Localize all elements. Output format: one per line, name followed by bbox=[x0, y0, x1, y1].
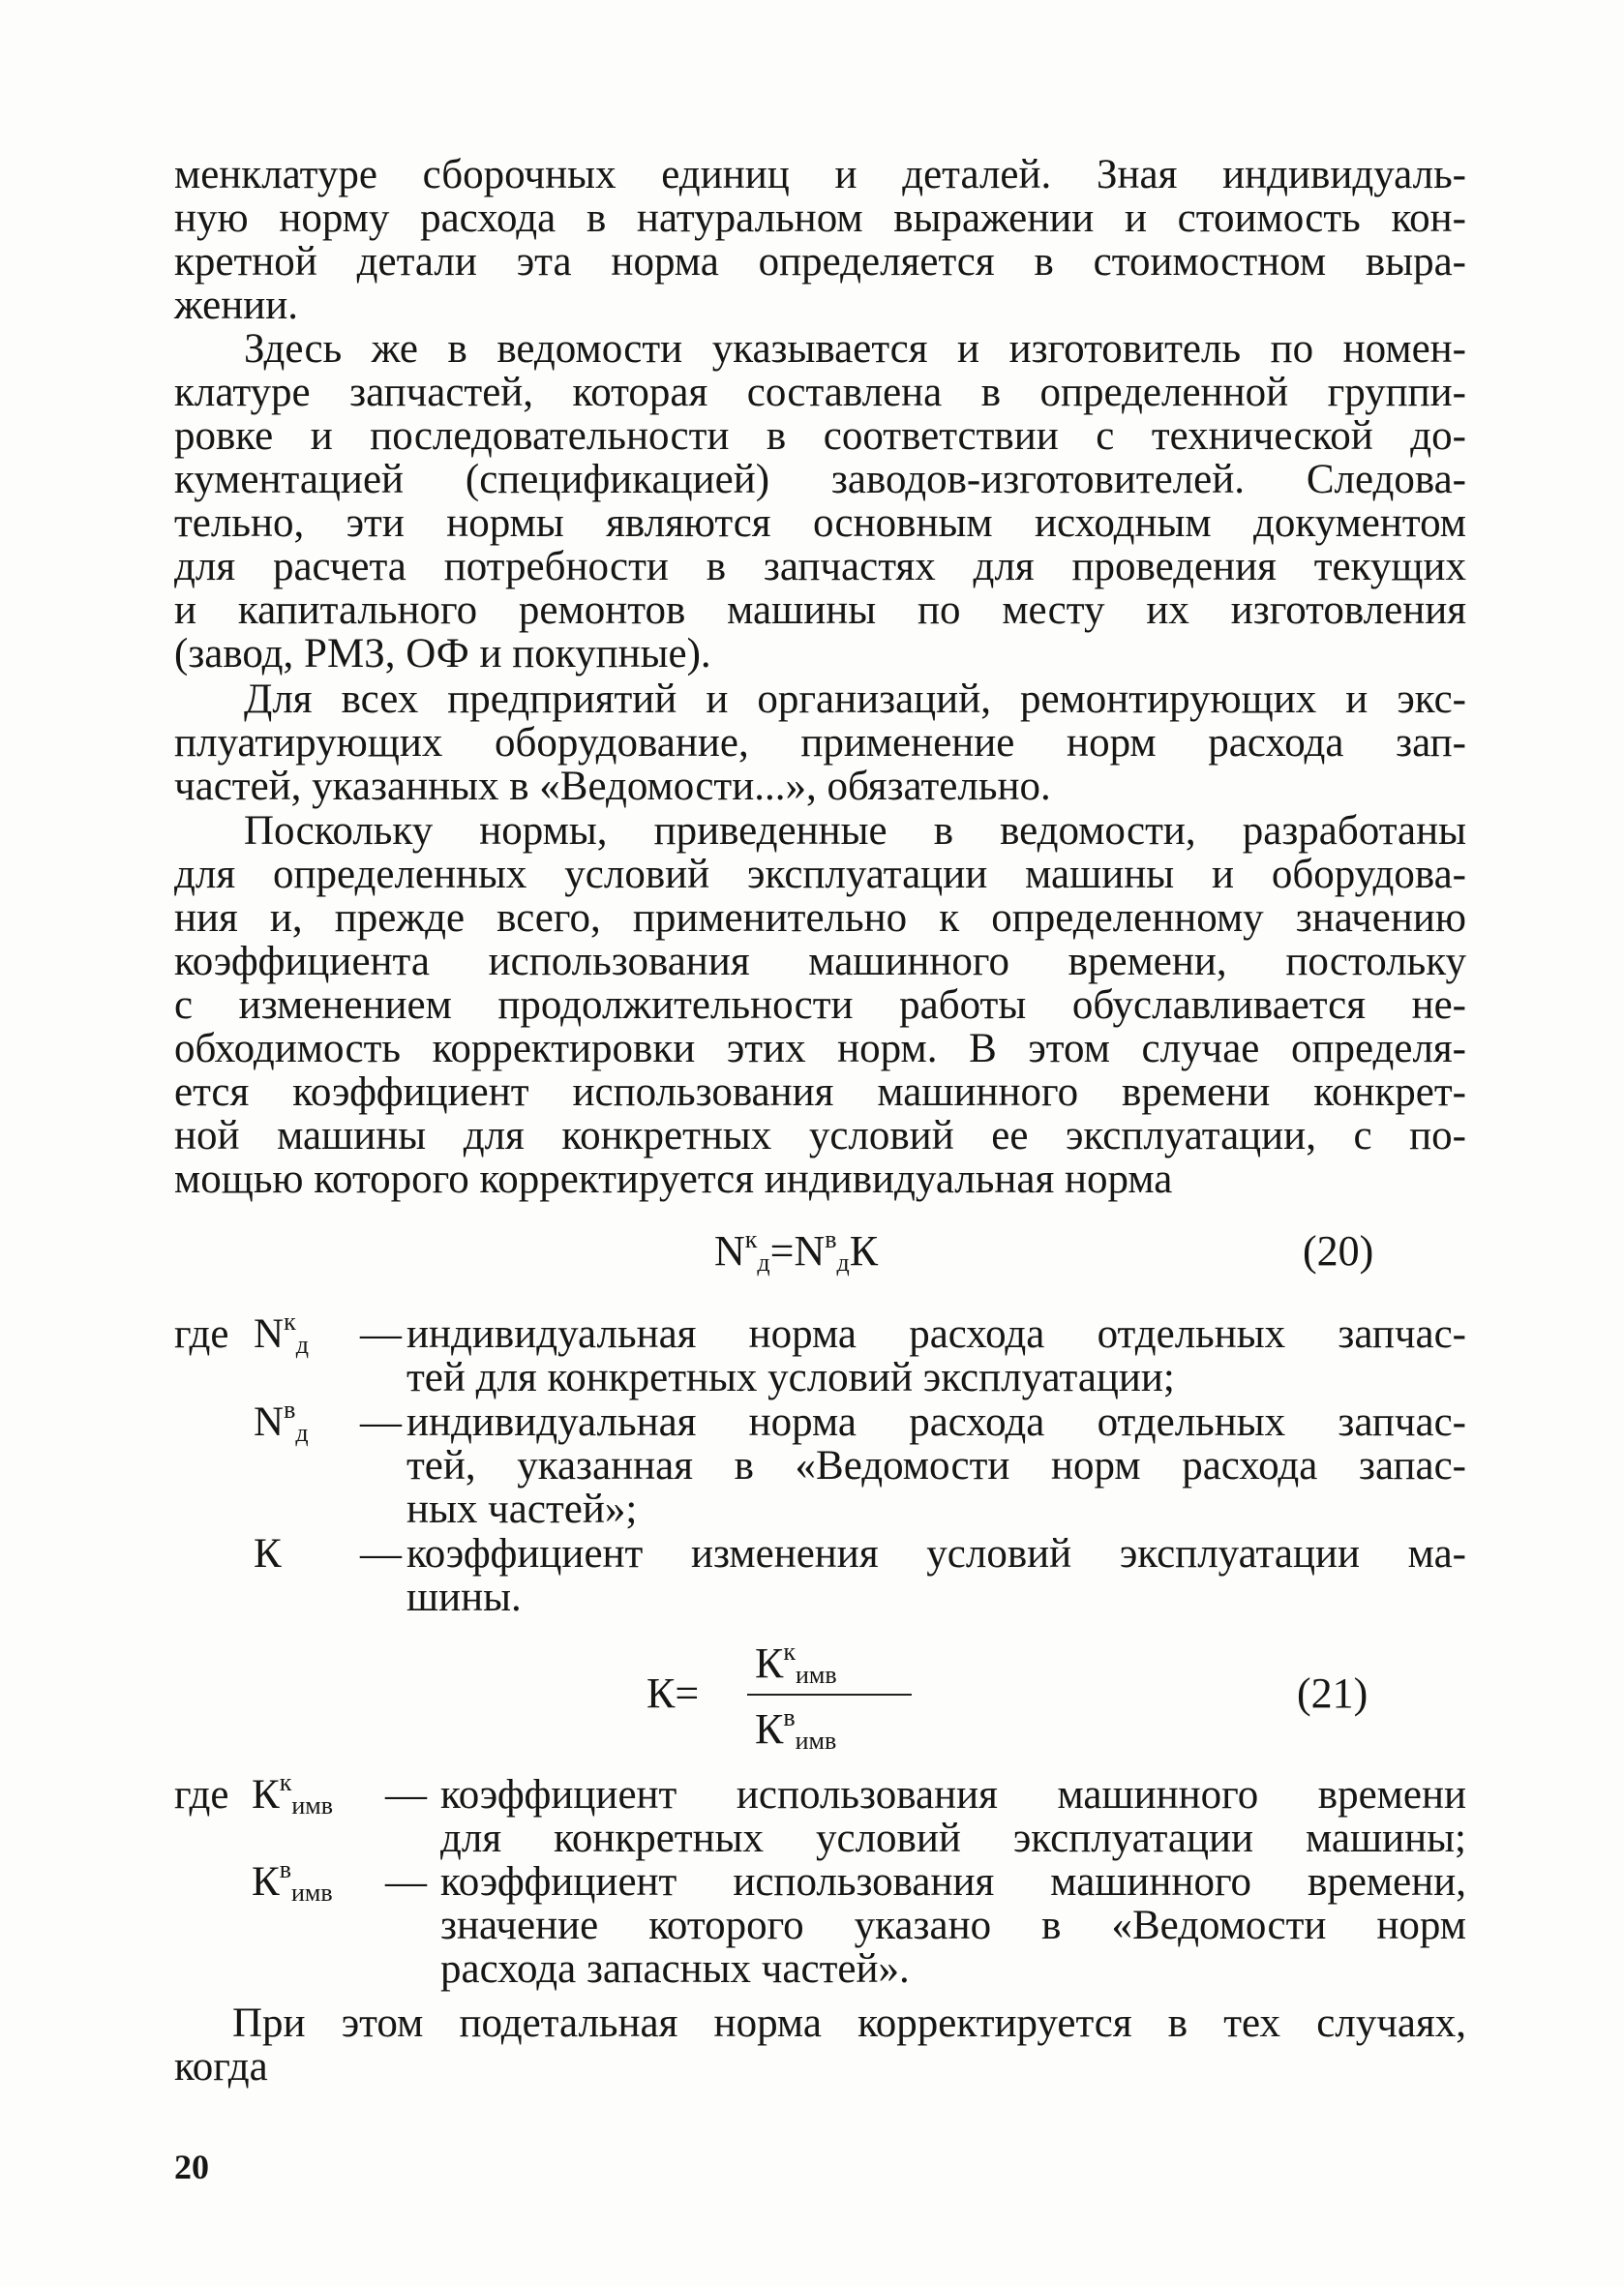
text-line: с изменением продолжительности работы обуславливается не- bbox=[174, 982, 1466, 1028]
definition-where: где bbox=[174, 1311, 229, 1357]
formula-superscript: к bbox=[744, 1225, 758, 1253]
text-line: мощью которого корректируется индивидуальная норма bbox=[174, 1157, 1173, 1202]
definition-where: где bbox=[174, 1772, 229, 1818]
definition-dash: — bbox=[385, 1772, 427, 1818]
text-line: обходимость корректировки этих норм. В этом случае определя- bbox=[174, 1026, 1466, 1071]
definition-dash: — bbox=[385, 1859, 427, 1905]
definition-text: индивидуальная норма расхода отдельных запчас- bbox=[406, 1399, 1466, 1445]
definition-text: коэффициент изменения условий эксплуатации ма- bbox=[406, 1531, 1466, 1577]
formula-symbol: N bbox=[714, 1227, 745, 1275]
definition-symbol: $N^в_д$ bbox=[254, 1396, 309, 1447]
formula-subscript: д bbox=[757, 1248, 770, 1277]
text-line: плуатирующих оборудование, применение норм расхода зап- bbox=[174, 720, 1466, 766]
definition-symbol: $К^в_{имв}$ bbox=[252, 1855, 333, 1907]
text-line: ной машины для конкретных условий ее эксплуатации, с по- bbox=[174, 1113, 1466, 1158]
formula-superscript: в bbox=[825, 1225, 837, 1253]
text-line: для расчета потребности в запчастях для проведения текущих bbox=[174, 544, 1466, 589]
fraction-denominator: $К^в_{имв}$ bbox=[755, 1703, 837, 1755]
definition-dash: — bbox=[360, 1399, 402, 1445]
definition-dash: — bbox=[360, 1531, 402, 1577]
text-line: ется коэффициент использования машинного времени конкрет- bbox=[174, 1069, 1466, 1115]
definition-text: коэффициент использования машинного времени, bbox=[440, 1859, 1466, 1905]
fraction-bar bbox=[747, 1694, 912, 1696]
definition-text: коэффициент использования машинного времени bbox=[440, 1772, 1466, 1818]
text-line: Для всех предприятий и организаций, ремонтирующих и экс- bbox=[244, 677, 1466, 722]
definition-dash: — bbox=[360, 1311, 402, 1357]
formula-20 bbox=[714, 1227, 878, 1276]
text-line: При этом подетальная норма корректируется в тех случаях, bbox=[232, 2000, 1466, 2046]
text-line: Здесь же в ведомости указывается и изготовитель по номен- bbox=[244, 326, 1466, 372]
definition-symbol: $К^к_{имв}$ bbox=[252, 1768, 333, 1820]
fraction-numerator: $К^к_{имв}$ bbox=[755, 1638, 837, 1689]
text-line: ния и, прежде всего, применительно к определенному значению bbox=[174, 895, 1466, 941]
text-line: кументацией (спецификацией) заводов-изготовителей. Следова- bbox=[174, 457, 1466, 502]
text-line: (завод, РМЗ, ОФ и покупные). bbox=[174, 631, 711, 677]
text-line: коэффициента использования машинного времени, постольку bbox=[174, 939, 1466, 984]
definition-text: тей для конкретных условий эксплуатации; bbox=[406, 1355, 1175, 1400]
text-line: Поскольку нормы, приведенные в ведомости, разработаны bbox=[244, 808, 1466, 854]
formula-lhs: К= bbox=[647, 1669, 700, 1717]
equation-number-21: (21) bbox=[1297, 1669, 1368, 1717]
formula-equals: = bbox=[769, 1227, 795, 1275]
equation-number-20: (20) bbox=[1303, 1227, 1374, 1275]
text-line: ную норму расхода в натуральном выражении и стоимость кон- bbox=[174, 196, 1466, 241]
definition-text: индивидуальная норма расхода отдельных запчас- bbox=[406, 1311, 1466, 1357]
definition-text: для конкретных условий эксплуатации машины; bbox=[440, 1816, 1466, 1861]
definition-text: значение которого указано в «Ведомости норм bbox=[440, 1903, 1466, 1948]
definition-text: расхода запасных частей». bbox=[440, 1946, 910, 1992]
text-line: для определенных условий эксплуатации машины и оборудова- bbox=[174, 852, 1466, 897]
text-line: ровке и последовательности в соответствии с технической до- bbox=[174, 413, 1466, 459]
formula-subscript: д bbox=[836, 1248, 850, 1277]
text-line: клатуре запчастей, которая составлена в определенной группи- bbox=[174, 370, 1466, 415]
text-line: частей, указанных в «Ведомости...», обязательно. bbox=[174, 764, 1051, 809]
definition-text: шины. bbox=[406, 1575, 522, 1620]
text-line: тельно, эти нормы являются основным исходным документом bbox=[174, 500, 1466, 546]
definition-text: ных частей»; bbox=[406, 1487, 638, 1532]
text-line: менклатуре сборочных единиц и деталей. Зная индивидуаль- bbox=[174, 152, 1466, 197]
definition-symbol: $N^к_д$ bbox=[254, 1308, 309, 1359]
page-number: 20 bbox=[174, 2148, 209, 2186]
formula-symbol: N bbox=[794, 1227, 826, 1275]
text-line: жении. bbox=[174, 283, 299, 328]
text-line: кретной детали эта норма определяется в стоимостном выра- bbox=[174, 239, 1466, 285]
definition-text: тей, указанная в «Ведомости норм расхода запас- bbox=[406, 1443, 1466, 1489]
definition-symbol: К bbox=[254, 1531, 282, 1577]
text-line: когда bbox=[174, 2044, 268, 2090]
text-line: и капитального ремонтов машины по месту их изготовления bbox=[174, 587, 1466, 633]
formula-symbol: К bbox=[849, 1227, 879, 1275]
